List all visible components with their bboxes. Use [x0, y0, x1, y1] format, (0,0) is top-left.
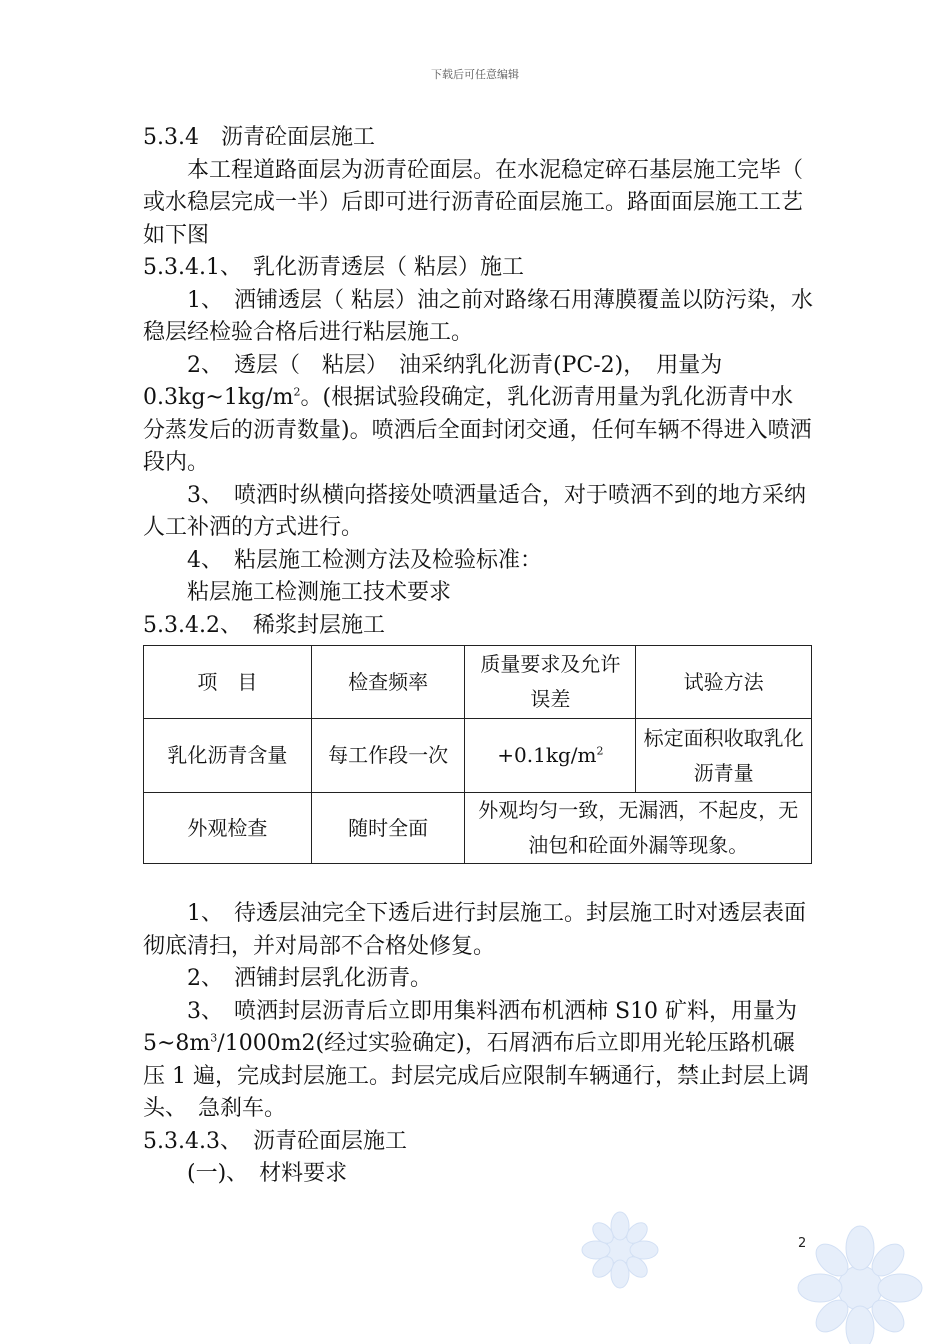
table-cell: 外观均匀一致，无漏洒，不起皮，无油包和砼面外漏等现象。	[465, 793, 812, 864]
paragraph-text: 。(根据试验段确定，乳化沥青用量为乳化沥青中水分蒸发后的沥青数量)。喷洒后全面封闭交通，任何车辆不得进入喷洒段内。	[143, 385, 812, 475]
subsection-heading-2: 5.3.4.2、 稀浆封层施工	[143, 612, 385, 638]
paragraph	[143, 996, 813, 1126]
table-cell: 随时全面	[311, 793, 465, 864]
superscript: 3	[210, 1031, 218, 1045]
table-header-cell: 项 目	[144, 646, 312, 719]
cell-text: +0.1kg/m	[497, 743, 597, 767]
header-note: 下载后可任意编辑	[431, 68, 519, 81]
paragraph: 3、 喷洒时纵横向搭接处喷洒量适合，对于喷洒不到的地方采纳人工补洒的方式进行。	[143, 482, 806, 540]
table-header-cell: 质量要求及允许误差	[465, 646, 636, 719]
paragraph-text: 3、 喷洒封层沥青后立即用集料洒布机洒柿 S10 矿料，用量为 5~8m	[143, 998, 798, 1056]
section-heading: 5.3.4 沥青砼面层施工	[143, 125, 375, 150]
paragraph-text: /1000m2(经过实验确定)，石屑洒布后立即用光轮压路机碾压 1 遍，完成封层施工。封层完成后应限制车辆通行，禁止封层上调头、 急刹车。	[143, 1031, 809, 1121]
table-cell	[465, 719, 636, 793]
table-cell: 外观检查	[144, 793, 312, 864]
paragraph: 1、 洒铺透层（ 粘层）油之前对路缘石用薄膜覆盖以防污染，水稳层经检验合格后进行粘层施工。	[143, 287, 813, 345]
subsection-heading-3: 5.3.4.3、 沥青砼面层施工	[143, 1128, 407, 1154]
watermark-flower-icon	[570, 1200, 950, 1344]
paragraph: 1、 待透层油完全下透后进行封层施工。封层施工时对透层表面彻底清扫，并对局部不合格处修复。	[143, 901, 806, 959]
paragraph: 2、 洒铺封层乳化沥青。	[187, 966, 432, 991]
list-item: (一)、 材料要求	[187, 1161, 348, 1186]
table-header-cell: 检查频率	[311, 646, 465, 719]
paragraph: 4、 粘层施工检测方法及检验标准：	[187, 547, 542, 573]
paragraph	[143, 350, 813, 480]
page-number: 2	[798, 1236, 807, 1251]
table-header-cell: 试验方法	[636, 646, 812, 719]
section-intro: 本工程道路面层为沥青砼面层。在水泥稳定碎石基层施工完毕（ 或水稳层完成一半）后即可进行沥青砼面层施工。路面面层施工工艺如下图	[143, 157, 804, 248]
superscript: 2	[596, 744, 604, 758]
table-cell: 乳化沥青含量	[144, 719, 312, 793]
inspection-table	[143, 645, 812, 864]
superscript: 2	[293, 385, 301, 399]
document-body	[143, 122, 813, 1191]
table-row	[144, 719, 812, 793]
paragraph-text: 2、 透层（ 粘层） 油采纳乳化沥青(PC-2)， 用量为 0.3kg~1kg/m	[143, 352, 723, 410]
paragraph: 粘层施工检测施工技术要求	[187, 580, 452, 605]
subsection-heading-1: 5.3.4.1、 乳化沥青透层（ 粘层）施工	[143, 255, 524, 280]
table-cell: 标定面积收取乳化沥青量	[636, 719, 812, 793]
table-header-row	[144, 646, 812, 719]
table-row	[144, 793, 812, 864]
table-cell: 每工作段一次	[311, 719, 465, 793]
